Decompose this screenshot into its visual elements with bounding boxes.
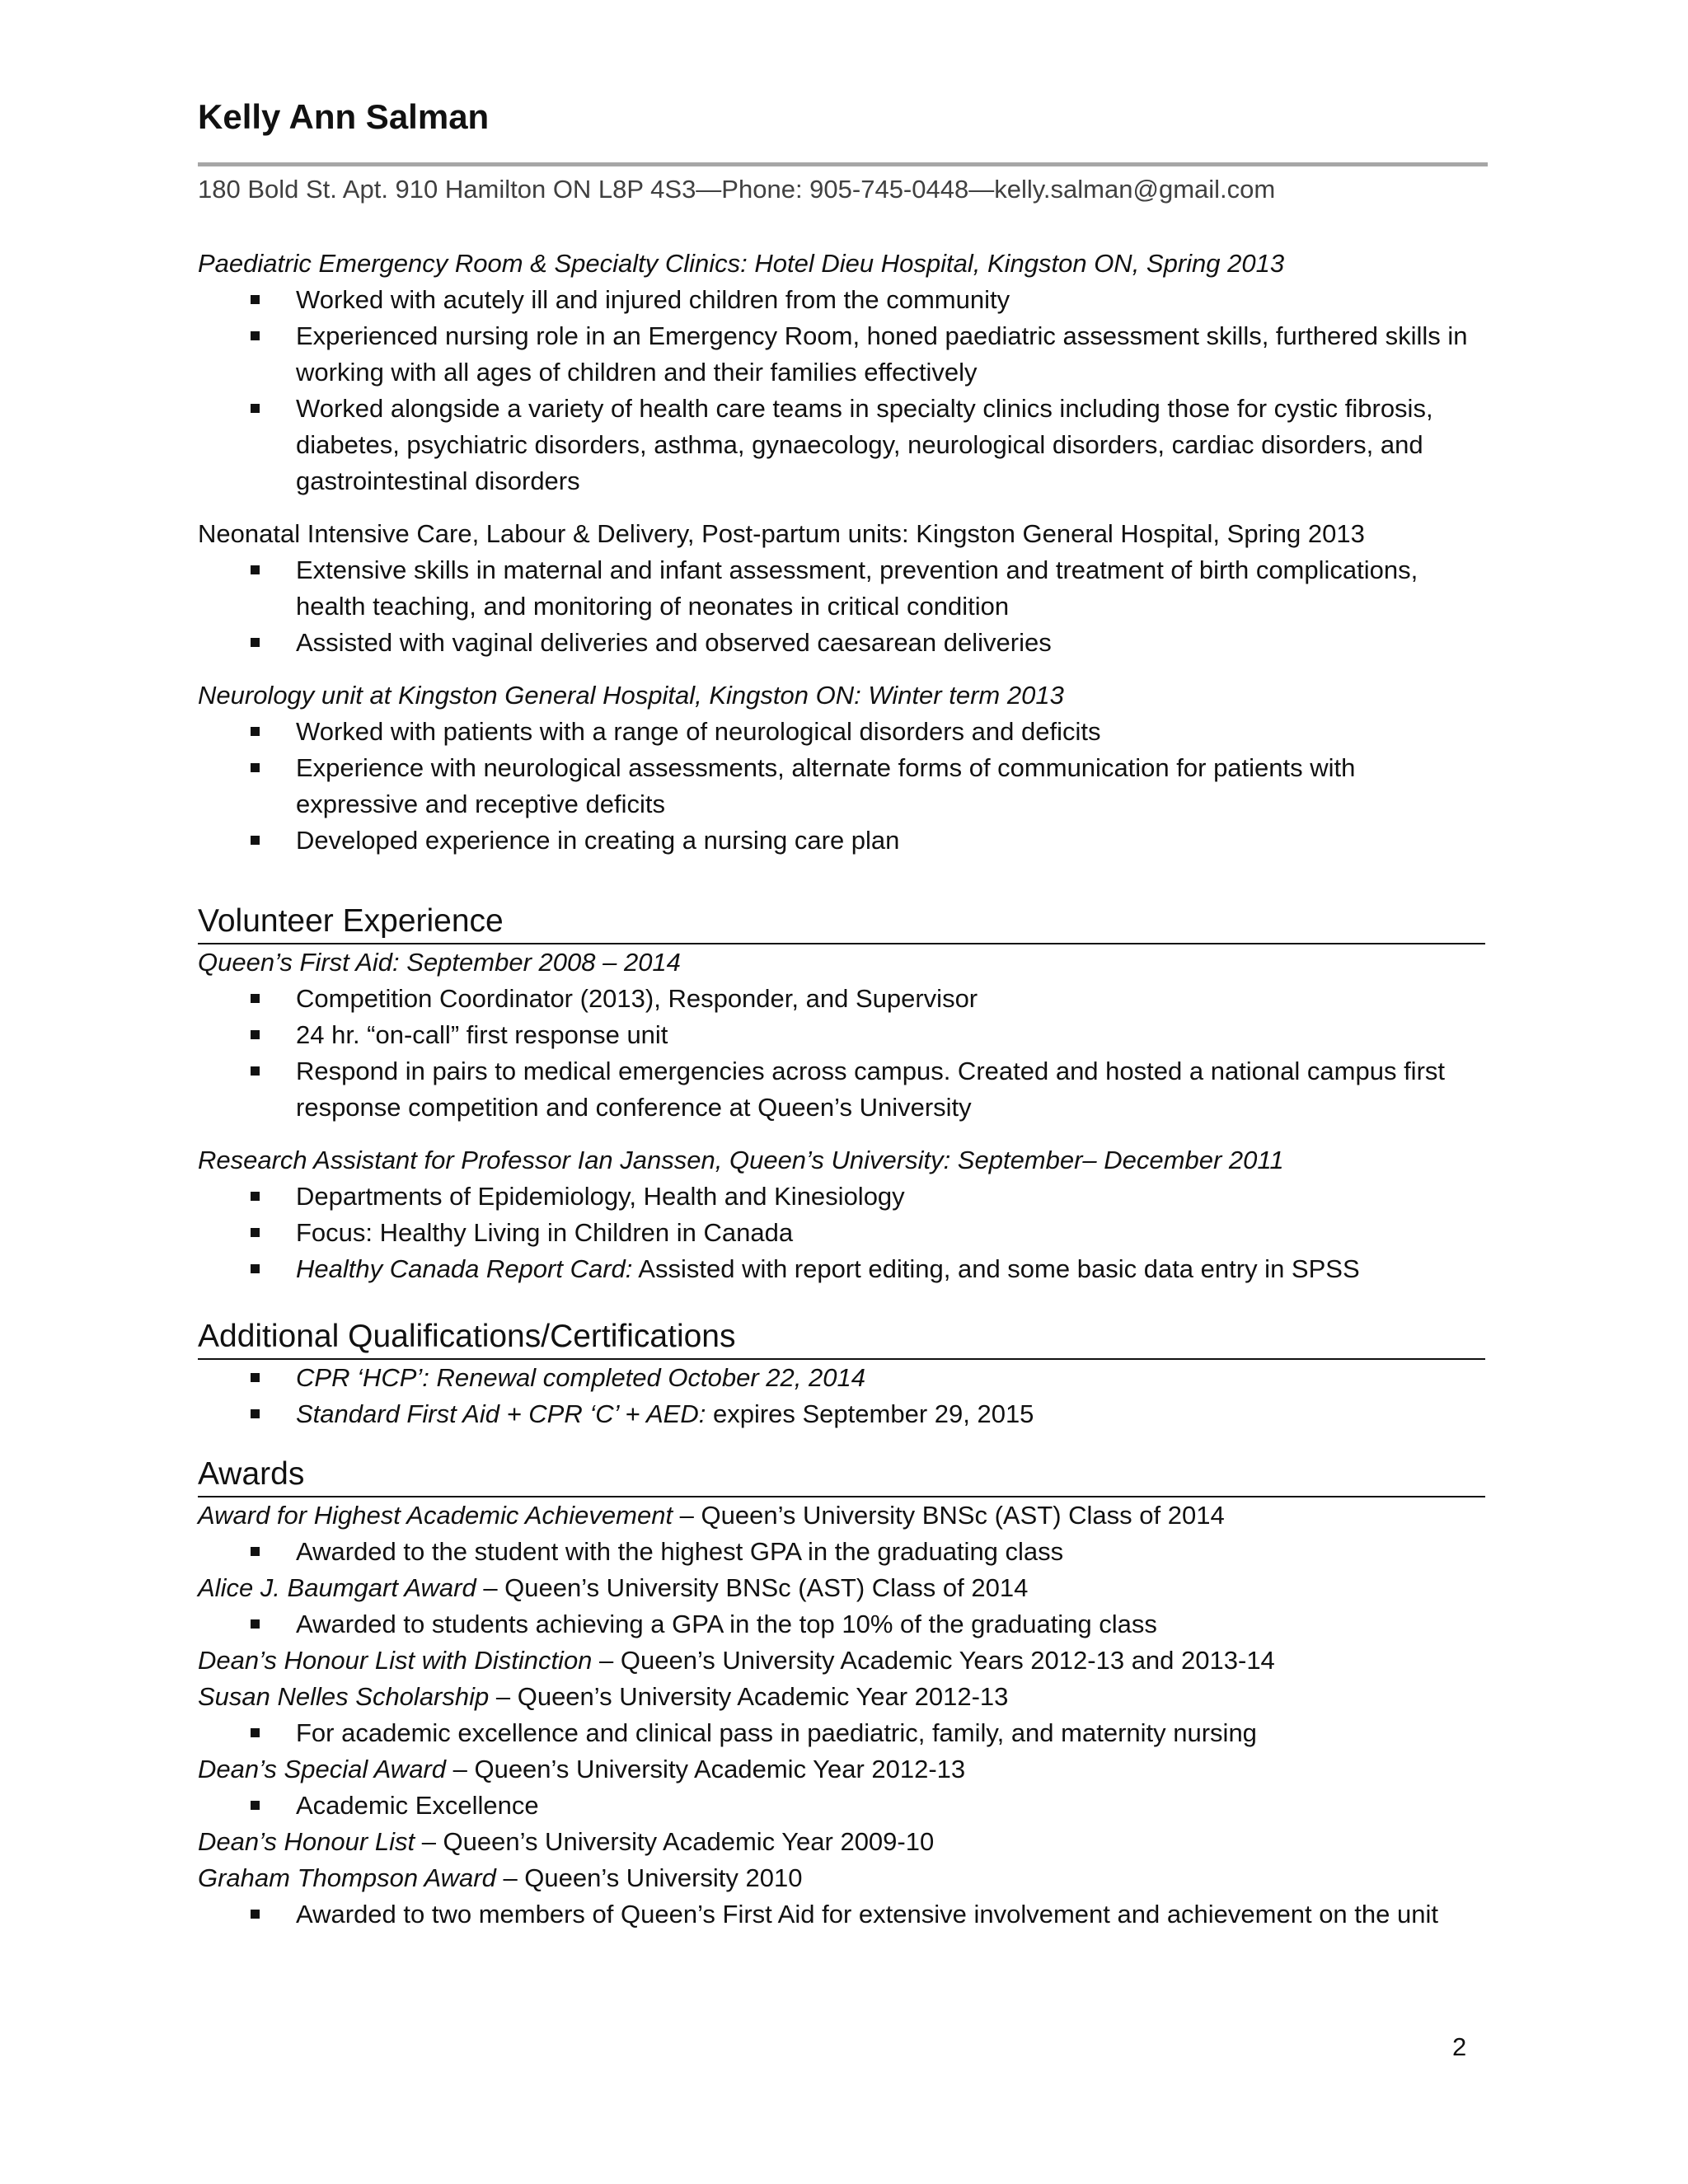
bullet-item — [296, 1396, 1484, 1432]
award-detail: – Queen’s University Academic Years 2012-13 and 2013-14 — [592, 1646, 1275, 1675]
bullet-list — [198, 1179, 1484, 1287]
award-name: Dean’s Honour List — [198, 1827, 415, 1856]
bullet-item: Worked alongside a variety of health care teams in specialty clinics including those for cystic fibrosis, diabetes, psychiatric disorders, asthma, gynaecology, neurological disorders, cardiac disorders, and gastrointestinal disorders — [296, 391, 1484, 499]
bullet-item: For academic excellence and clinical pass in paediatric, family, and maternity nursing — [296, 1715, 1484, 1751]
award-entry — [198, 1570, 1484, 1606]
bullet-list — [198, 1534, 1484, 1570]
award-entry — [198, 1860, 1484, 1896]
entry-heading: Neonatal Intensive Care, Labour & Delivery, Post-partum units: Kingston General Hospital, Spring 2013 — [198, 519, 1365, 548]
bullet-item: Awarded to students achieving a GPA in the top 10% of the graduating class — [296, 1606, 1484, 1643]
bullet-rest-part: expires September 29, 2015 — [706, 1399, 1034, 1428]
bullet-list — [198, 282, 1484, 499]
bullet-list — [198, 1360, 1484, 1432]
award-name: Alice J. Baumgart Award — [198, 1573, 476, 1602]
page-number: 2 — [1452, 2032, 1467, 2061]
bullet-list — [198, 981, 1484, 1126]
section-title: Awards — [198, 1453, 1485, 1497]
award-entry — [198, 1824, 1484, 1860]
bullet-list — [198, 1896, 1484, 1933]
bullet-list — [198, 1788, 1484, 1824]
award-name: Dean’s Honour List with Distinction — [198, 1646, 593, 1675]
award-name: Graham Thompson Award — [198, 1863, 496, 1892]
entry-heading: Neurology unit at Kingston General Hospital, Kingston ON: Winter term 2013 — [198, 681, 1064, 710]
bullet-item: Awarded to the student with the highest GPA in the graduating class — [296, 1534, 1484, 1570]
entry-heading: Paediatric Emergency Room & Specialty Clinics: Hotel Dieu Hospital, Kingston ON, Spring 2013 — [198, 249, 1285, 278]
section-title: Additional Qualifications/Certifications — [198, 1315, 1485, 1360]
bullet-item: Academic Excellence — [296, 1788, 1484, 1824]
award-entry — [198, 1497, 1484, 1534]
award-detail: – Queen’s University BNSc (AST) Class of 2014 — [476, 1573, 1029, 1602]
bullet-list — [198, 1715, 1484, 1751]
bullet-italic-part: Standard First Aid + CPR ‘C’ + AED: — [296, 1399, 706, 1428]
awards-section — [198, 1453, 1484, 1933]
bullet-item: 24 hr. “on-call” first response unit — [296, 1017, 1484, 1053]
bullet-item: Awarded to two members of Queen’s First Aid for extensive involvement and achievement on the unit — [296, 1896, 1484, 1933]
bullet-item: Extensive skills in maternal and infant assessment, prevention and treatment of birth complications, health teaching, and monitoring of neonates in critical condition — [296, 552, 1484, 625]
section-title: Volunteer Experience — [198, 900, 1485, 944]
bullet-list — [198, 714, 1484, 859]
award-name: Award for Highest Academic Achievement — [198, 1501, 673, 1530]
award-detail: – Queen’s University BNSc (AST) Class of 2014 — [673, 1501, 1225, 1530]
entry-heading: Queen’s First Aid: September 2008 – 2014 — [198, 948, 681, 977]
contact-line: 180 Bold St. Apt. 910 Hamilton ON L8P 4S3—Phone: 905-745-0448—kelly.salman@gmail.com — [198, 175, 1276, 204]
award-detail: – Queen’s University Academic Year 2012-13 — [489, 1682, 1009, 1711]
award-detail: – Queen’s University 2010 — [495, 1863, 803, 1892]
volunteer-section — [198, 900, 1484, 1287]
award-entry — [198, 1751, 1484, 1788]
bullet-item: Experienced nursing role in an Emergency Room, honed paediatric assessment skills, furthered skills in working with all ages of children and their families effectively — [296, 318, 1484, 391]
award-entry — [198, 1679, 1484, 1715]
bullet-item: CPR ‘HCP’: Renewal completed October 22, 2014 — [296, 1360, 1484, 1396]
clinical-experience-section — [198, 246, 1484, 859]
header-divider — [198, 162, 1488, 166]
bullet-list — [198, 552, 1484, 661]
bullet-item: Worked with acutely ill and injured children from the community — [296, 282, 1484, 318]
award-name: Dean’s Special Award — [198, 1755, 446, 1783]
award-detail: – Queen’s University Academic Year 2012-13 — [446, 1755, 966, 1783]
bullet-item: Competition Coordinator (2013), Responder, and Supervisor — [296, 981, 1484, 1017]
bullet-list — [198, 1606, 1484, 1643]
bullet-item: Worked with patients with a range of neurological disorders and deficits — [296, 714, 1484, 750]
bullet-rest-part: Assisted with report editing, and some basic data entry in SPSS — [632, 1254, 1360, 1283]
bullet-item: Developed experience in creating a nursing care plan — [296, 823, 1484, 859]
candidate-name: Kelly Ann Salman — [198, 97, 490, 136]
bullet-item: Experience with neurological assessments, alternate forms of communication for patients with expressive and receptive deficits — [296, 750, 1484, 823]
bullet-item — [296, 1251, 1484, 1287]
bullet-item: Assisted with vaginal deliveries and observed caesarean deliveries — [296, 625, 1484, 661]
bullet-item: Departments of Epidemiology, Health and Kinesiology — [296, 1179, 1484, 1215]
bullet-italic-part: Healthy Canada Report Card: — [296, 1254, 633, 1283]
bullet-item: Focus: Healthy Living in Children in Canada — [296, 1215, 1484, 1251]
award-name: Susan Nelles Scholarship — [198, 1682, 490, 1711]
qualifications-section — [198, 1315, 1484, 1432]
entry-heading: Research Assistant for Professor Ian Janssen, Queen’s University: September– December 2011 — [198, 1146, 1284, 1174]
bullet-item: Respond in pairs to medical emergencies across campus. Created and hosted a national campus first response competition and conference at Queen’s University — [296, 1053, 1484, 1126]
award-detail: – Queen’s University Academic Year 2009-10 — [415, 1827, 935, 1856]
award-entry — [198, 1643, 1484, 1679]
